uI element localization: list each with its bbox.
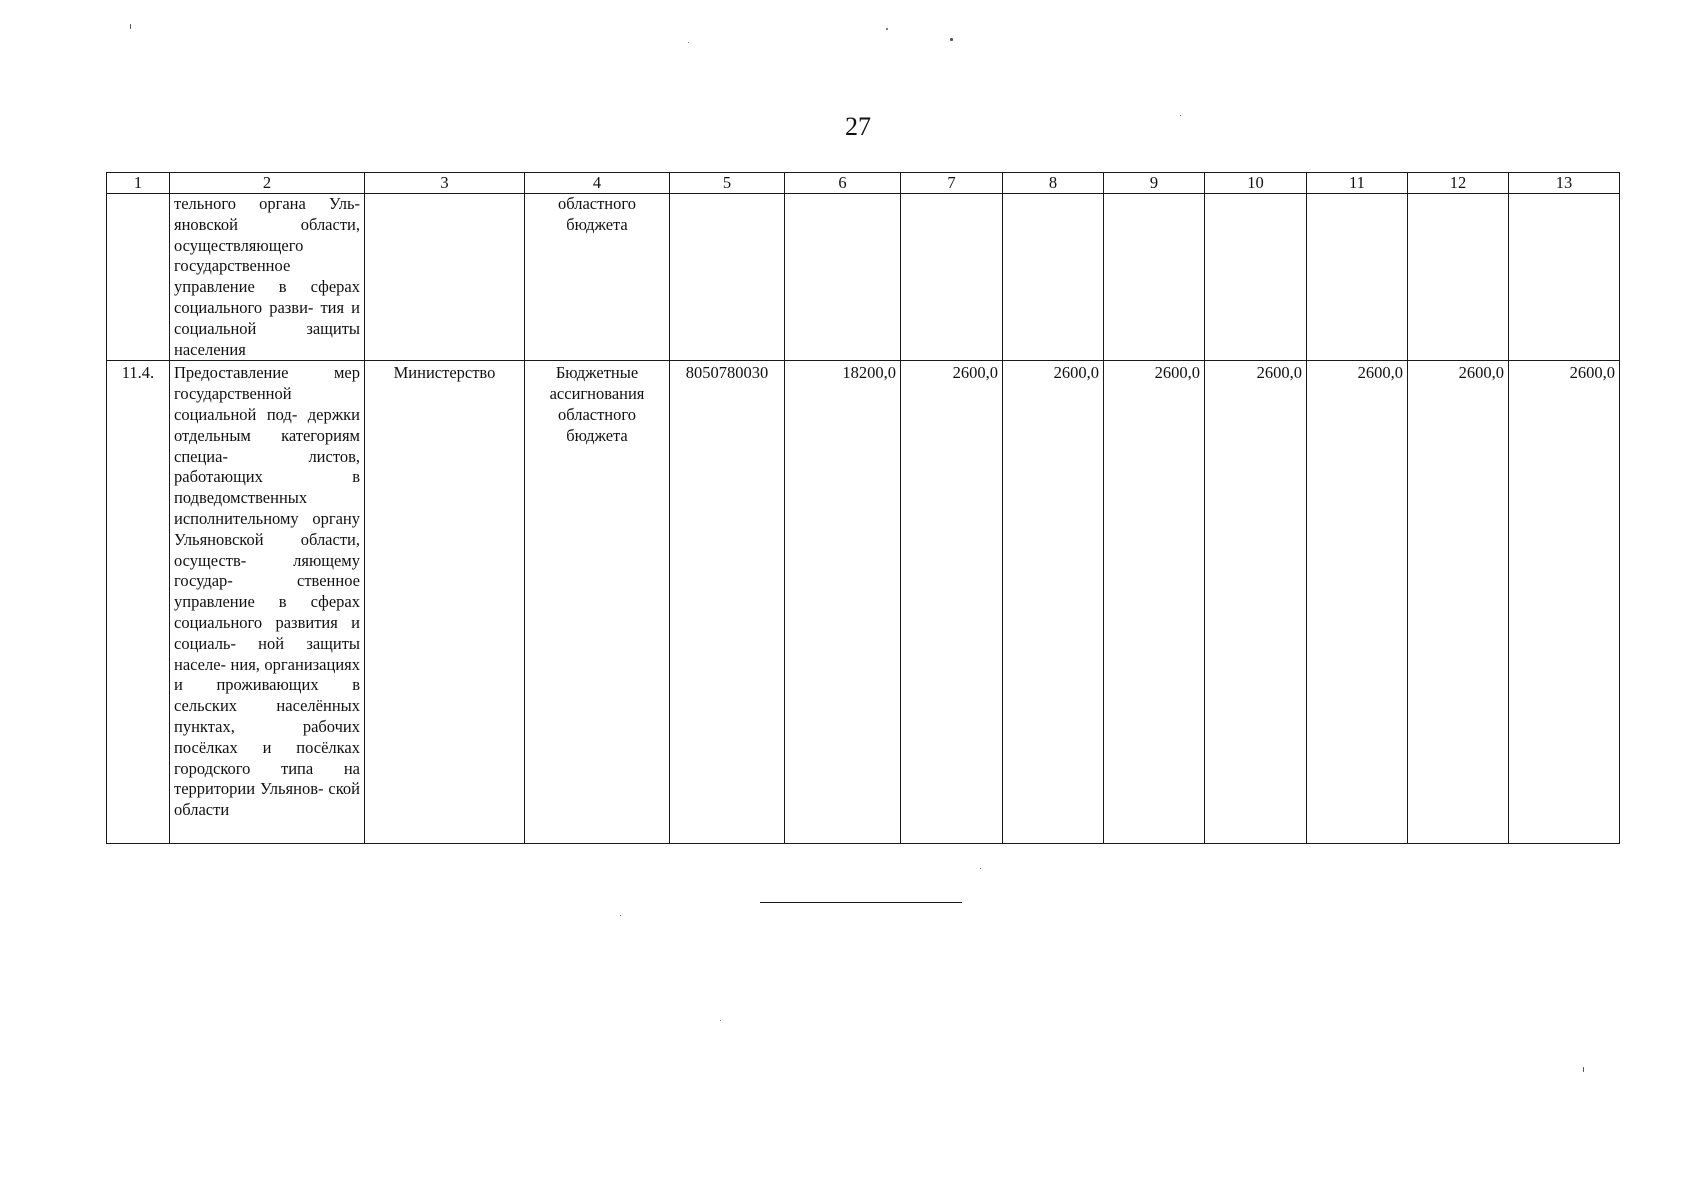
amount-cell (1509, 194, 1620, 361)
scan-speck (1180, 115, 1181, 116)
column-number: 11 (1307, 173, 1408, 194)
row-number-cell: 11.4. (107, 361, 170, 844)
amount-cell (1104, 194, 1205, 361)
funding-source-cell: Бюджетные ассигнования областного бюджета (525, 361, 670, 844)
amount-cell: 2600,0 (901, 361, 1003, 844)
amount-cell: 2600,0 (1003, 361, 1104, 844)
column-number: 7 (901, 173, 1003, 194)
amount-cell (1205, 194, 1307, 361)
page-number: 27 (845, 112, 871, 141)
scan-speck (1583, 1067, 1584, 1072)
column-number: 9 (1104, 173, 1205, 194)
column-number: 5 (670, 173, 785, 194)
description-cell: Предоставление мер государственной социальной под- держки отдельным категориям специа- листов, работающих в подведомственных исполнительному органу Ульяновской области, осуществ- ляющему государ- ственное управление в сферах социального развития и социаль- ной защиты населе- ния, организациях и проживающих в сельских населённых пунктах, рабочих посёлках и посёлках городского типа на территории Ульянов- ской области (170, 361, 365, 844)
scan-speck (130, 24, 131, 29)
amount-cell: 2600,0 (1509, 361, 1620, 844)
column-number: 2 (170, 173, 365, 194)
row-number-cell (107, 194, 170, 361)
column-number: 12 (1408, 173, 1509, 194)
column-number: 6 (785, 173, 901, 194)
funding-source-cell: областного бюджета (525, 194, 670, 361)
executor-cell: Министерство (365, 361, 525, 844)
amount-cell (1307, 194, 1408, 361)
column-number: 4 (525, 173, 670, 194)
budget-table (106, 172, 1620, 844)
code-cell (670, 194, 785, 361)
scan-speck (980, 868, 981, 869)
column-number: 3 (365, 173, 525, 194)
scan-speck (620, 915, 621, 916)
amount-cell: 2600,0 (1104, 361, 1205, 844)
amount-cell (1408, 194, 1509, 361)
amount-cell: 2600,0 (1205, 361, 1307, 844)
amount-cell (901, 194, 1003, 361)
amount-cell (785, 194, 901, 361)
amount-cell: 18200,0 (785, 361, 901, 844)
code-cell: 8050780030 (670, 361, 785, 844)
executor-cell (365, 194, 525, 361)
amount-cell: 2600,0 (1408, 361, 1509, 844)
amount-cell (1003, 194, 1104, 361)
column-number: 10 (1205, 173, 1307, 194)
table-row (107, 194, 1620, 361)
scan-speck (950, 38, 953, 41)
amount-cell: 2600,0 (1307, 361, 1408, 844)
column-number: 13 (1509, 173, 1620, 194)
column-number: 8 (1003, 173, 1104, 194)
scan-speck (886, 28, 888, 30)
scan-speck (688, 42, 689, 43)
column-number: 1 (107, 173, 170, 194)
table-header-row (107, 173, 1620, 194)
table-row (107, 361, 1620, 844)
scan-speck (720, 1020, 721, 1021)
end-of-document-line (760, 902, 962, 903)
description-cell: тельного органа Уль- яновской области, осуществляющего государственное управление в сферах социального разви- тия и социальной защиты населения (170, 194, 365, 361)
